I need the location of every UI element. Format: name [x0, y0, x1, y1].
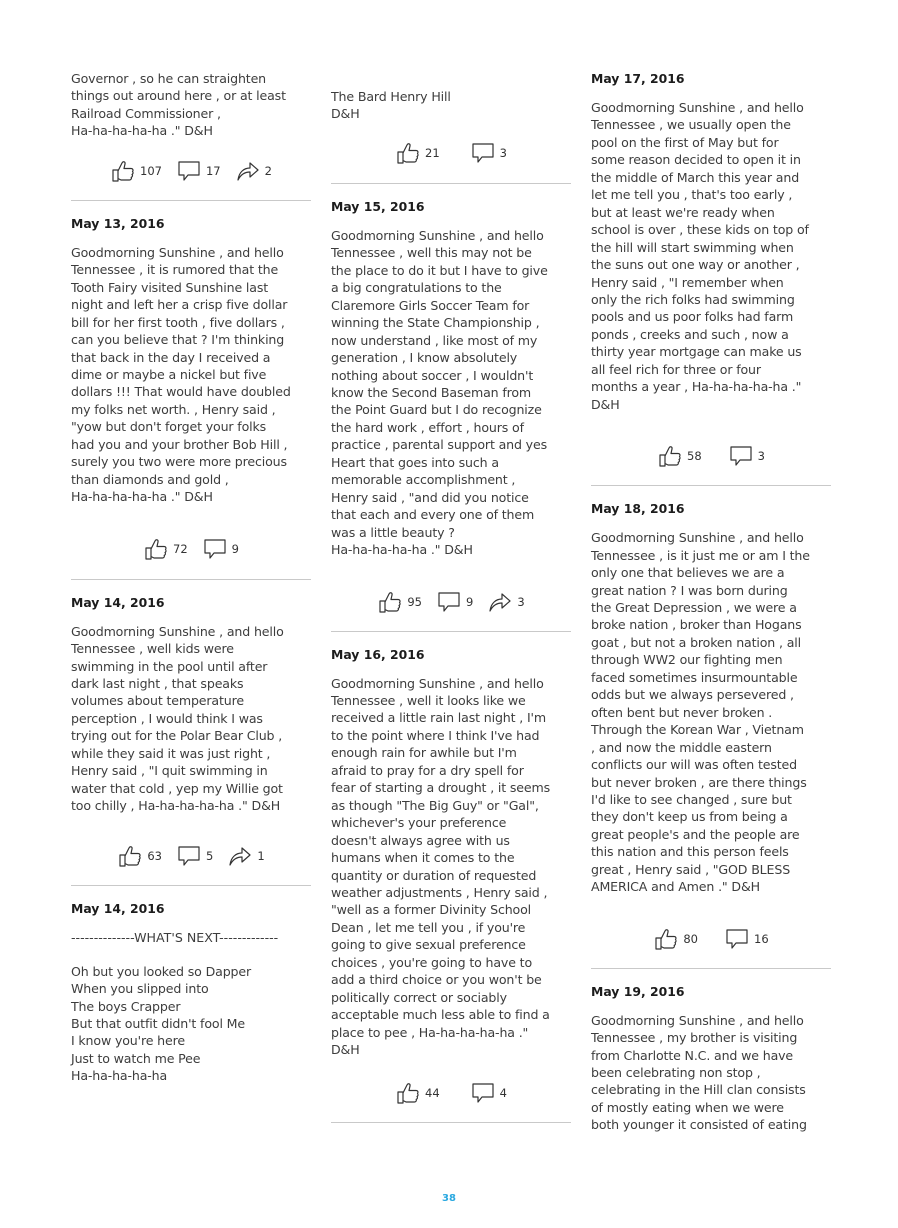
like-count: 58	[687, 449, 702, 464]
like-stat[interactable]	[395, 1080, 470, 1106]
thumbs-up-icon[interactable]	[110, 158, 136, 184]
post-date: May 15, 2016	[331, 198, 425, 214]
speech-bubble-icon[interactable]	[728, 443, 754, 469]
comment-count: 16	[754, 931, 769, 946]
share-arrow-icon[interactable]	[235, 158, 261, 184]
post-stats	[591, 443, 831, 469]
comment-stat[interactable]	[728, 443, 765, 469]
share-arrow-icon[interactable]	[487, 589, 513, 615]
comment-stat[interactable]	[436, 589, 487, 615]
thumbs-up-icon[interactable]	[117, 843, 143, 869]
post-stats	[71, 158, 311, 184]
thumbs-up-icon[interactable]	[395, 1080, 421, 1106]
like-count: 80	[683, 931, 698, 946]
post-stats	[71, 843, 311, 869]
post-text: Goodmorning Sunshine , and hello Tennessee , we usually open the pool on the first of May but for some reason decided to open it in the middle of March this year and let me tell you , that's too early , but at least we're ready when school is over , these kids on top of the hill will start swimming when the suns out one way or another , Henry said , "I remember when only the rich folks had swimming pools and us poor folks had farm ponds , creeks and such , now a thirty year mortgage can make us all feel rich for three or four months a year , Ha-ha-ha-ha-ha ." D&H	[591, 100, 809, 412]
post-date: May 14, 2016	[71, 594, 165, 610]
post-divider	[331, 631, 571, 632]
comment-stat[interactable]	[470, 1080, 507, 1106]
post-stats	[331, 589, 571, 615]
thumbs-up-icon[interactable]	[653, 926, 679, 952]
speech-bubble-icon[interactable]	[176, 843, 202, 869]
share-count: 1	[257, 848, 265, 863]
share-stat[interactable]	[235, 158, 272, 184]
post-divider	[71, 579, 311, 580]
speech-bubble-icon[interactable]	[202, 536, 228, 562]
like-count: 72	[173, 541, 188, 556]
post-text: Goodmorning Sunshine , and hello Tennessee , well this may not be the place to do it but I have to give a big congratulations to the Claremore Girls Soccer Team for winning the State Championship , now understand , like most of my generation , I know absolutely nothing about soccer , I wouldn't know the Second Baseman from the Point Guard but I do recognize the hard work , effort , hours of practice , parental support and yes Heart that goes into such a memorable accomplishment , Henry said , "and did you notice that each and every one of them was a little beauty ? Ha-ha-ha-ha-ha ." D&H	[331, 227, 548, 558]
share-count: 3	[517, 594, 525, 609]
comment-count: 9	[231, 541, 239, 556]
post-date: May 14, 2016	[71, 900, 165, 916]
poem-text: Oh but you looked so Dapper When you slipped into The boys Crapper But that outfit didn't fool Me I know you're here Just to watch me Pee Ha-ha-ha-ha-ha	[71, 963, 252, 1084]
like-count: 63	[147, 848, 162, 863]
speech-bubble-icon[interactable]	[470, 140, 496, 166]
post-divider	[331, 183, 571, 184]
post-divider	[591, 485, 831, 486]
comment-count: 4	[499, 1086, 507, 1101]
speech-bubble-icon[interactable]	[176, 158, 202, 184]
post-date: May 18, 2016	[591, 501, 685, 517]
comment-count: 3	[499, 145, 507, 160]
comment-count: 3	[757, 449, 765, 464]
speech-bubble-icon[interactable]	[724, 926, 750, 952]
page-number: 38	[442, 1193, 456, 1204]
post-divider	[331, 1122, 571, 1123]
like-stat[interactable]	[143, 536, 202, 562]
post-text: Goodmorning Sunshine , and hello Tennessee , well kids were swimming in the pool until after dark last night , that speaks volumes about temperature perception , I would think I was trying out for the Polar Bear Club , while they said it was just right , Henry said , "I quit swimming in water that cold , yep my Willie got too chilly , Ha-ha-ha-ha-ha ." D&H	[71, 623, 284, 814]
post-date: May 17, 2016	[591, 71, 685, 86]
comment-stat[interactable]	[176, 158, 235, 184]
column-1	[71, 70, 311, 1085]
post-divider	[71, 885, 311, 886]
post-date: May 13, 2016	[71, 215, 165, 231]
comment-count: 17	[205, 163, 221, 178]
post-stats	[331, 1080, 571, 1106]
like-stat[interactable]	[117, 843, 176, 869]
like-count: 107	[140, 163, 162, 178]
like-count: 95	[407, 594, 422, 609]
post-text: Goodmorning Sunshine , and hello Tennessee , well it looks like we received a little rain last night , I'm to the point where I think I've had enough rain for awhile but I'm afraid to pray for a dry spell for fear of starting a drought , it seems as though "The Big Guy" or "Gal", whichever's your preference doesn't always agree with us humans when it comes to the quantity or duration of requested weather adjustments , Henry said , "well as a former Divinity School Dean , let me tell you , if you're going to give sexual preference choices , you're going to have to add a third choice or you won't be politically correct or sociably acceptable much less able to find a place to pee , Ha-ha-ha-ha-ha ." D&H	[331, 675, 551, 1058]
post-date: May 16, 2016	[331, 646, 425, 662]
post-stats	[331, 140, 571, 166]
share-arrow-icon[interactable]	[227, 843, 253, 869]
comment-stat[interactable]	[176, 843, 227, 869]
column-3	[591, 70, 831, 1134]
post-divider	[71, 200, 311, 201]
post-stats	[71, 536, 311, 562]
thumbs-up-icon[interactable]	[377, 589, 403, 615]
post-text: Goodmorning Sunshine , and hello Tennessee , is it just me or am I the only one that believes we are a great nation ? I was born during the Great Depression , we were a broke nation , broker than Hogans goat , but not a broken nation , all through WW2 our fighting men faced sometimes insurmountable odds but we always persevered , often bent but never broken . Through the Korean War , Vietnam , and now the middle eastern conflicts our will was often tested but never broken , are there things I'd like to see changed , sure but they don't keep us from being a great people's and the people are this nation and this person feels great , Henry said , "GOD BLESS AMERICA and Amen ." D&H	[591, 530, 810, 895]
post-stats	[591, 926, 831, 952]
speech-bubble-icon[interactable]	[436, 589, 462, 615]
like-count: 21	[425, 145, 440, 160]
poem-heading: --------------WHAT'S NEXT-------------	[71, 929, 279, 945]
post-text-continued: The Bard Henry Hill D&H	[331, 89, 451, 122]
comment-stat[interactable]	[724, 926, 769, 952]
like-count: 44	[425, 1086, 440, 1101]
comment-count: 5	[205, 848, 214, 863]
speech-bubble-icon[interactable]	[470, 1080, 496, 1106]
post-date: May 19, 2016	[591, 983, 685, 999]
column-2	[331, 88, 571, 1123]
post-text: Goodmorning Sunshine , and hello Tennessee , it is rumored that the Tooth Fairy visited Sunshine last night and left her a crisp five dollar bill for her first tooth , five dollars , can you believe that ? I'm thinking that back in the day I received a dime or maybe a nickel but five dollars !!! That would have doubled my folks net worth. , Henry said , "yow but don't forget your folks had you and your brother Bob Hill , surely you two were more precious than diamonds and gold , Ha-ha-ha-ha-ha ." D&H	[71, 244, 291, 505]
like-stat[interactable]	[110, 158, 176, 184]
share-count: 2	[264, 163, 272, 178]
comment-stat[interactable]	[470, 140, 507, 166]
like-stat[interactable]	[395, 140, 470, 166]
post-divider	[591, 968, 831, 969]
thumbs-up-icon[interactable]	[143, 536, 169, 562]
thumbs-up-icon[interactable]	[657, 443, 683, 469]
post-text-continued: Governor , so he can straighten things out around here , or at least Railroad Commissioner , Ha-ha-ha-ha-ha ." D&H	[71, 71, 286, 139]
like-stat[interactable]	[657, 443, 728, 469]
share-stat[interactable]	[227, 843, 264, 869]
like-stat[interactable]	[653, 926, 724, 952]
post-text: Goodmorning Sunshine , and hello Tennessee , my brother is visiting from Charlotte N.C. and we have been celebrating non stop , celebrating in the Hill clan consists of mostly eating when we were both younger it consisted of eating	[591, 1012, 807, 1133]
comment-stat[interactable]	[202, 536, 239, 562]
share-stat[interactable]	[487, 589, 524, 615]
thumbs-up-icon[interactable]	[395, 140, 421, 166]
like-stat[interactable]	[377, 589, 436, 615]
comment-count: 9	[465, 594, 474, 609]
